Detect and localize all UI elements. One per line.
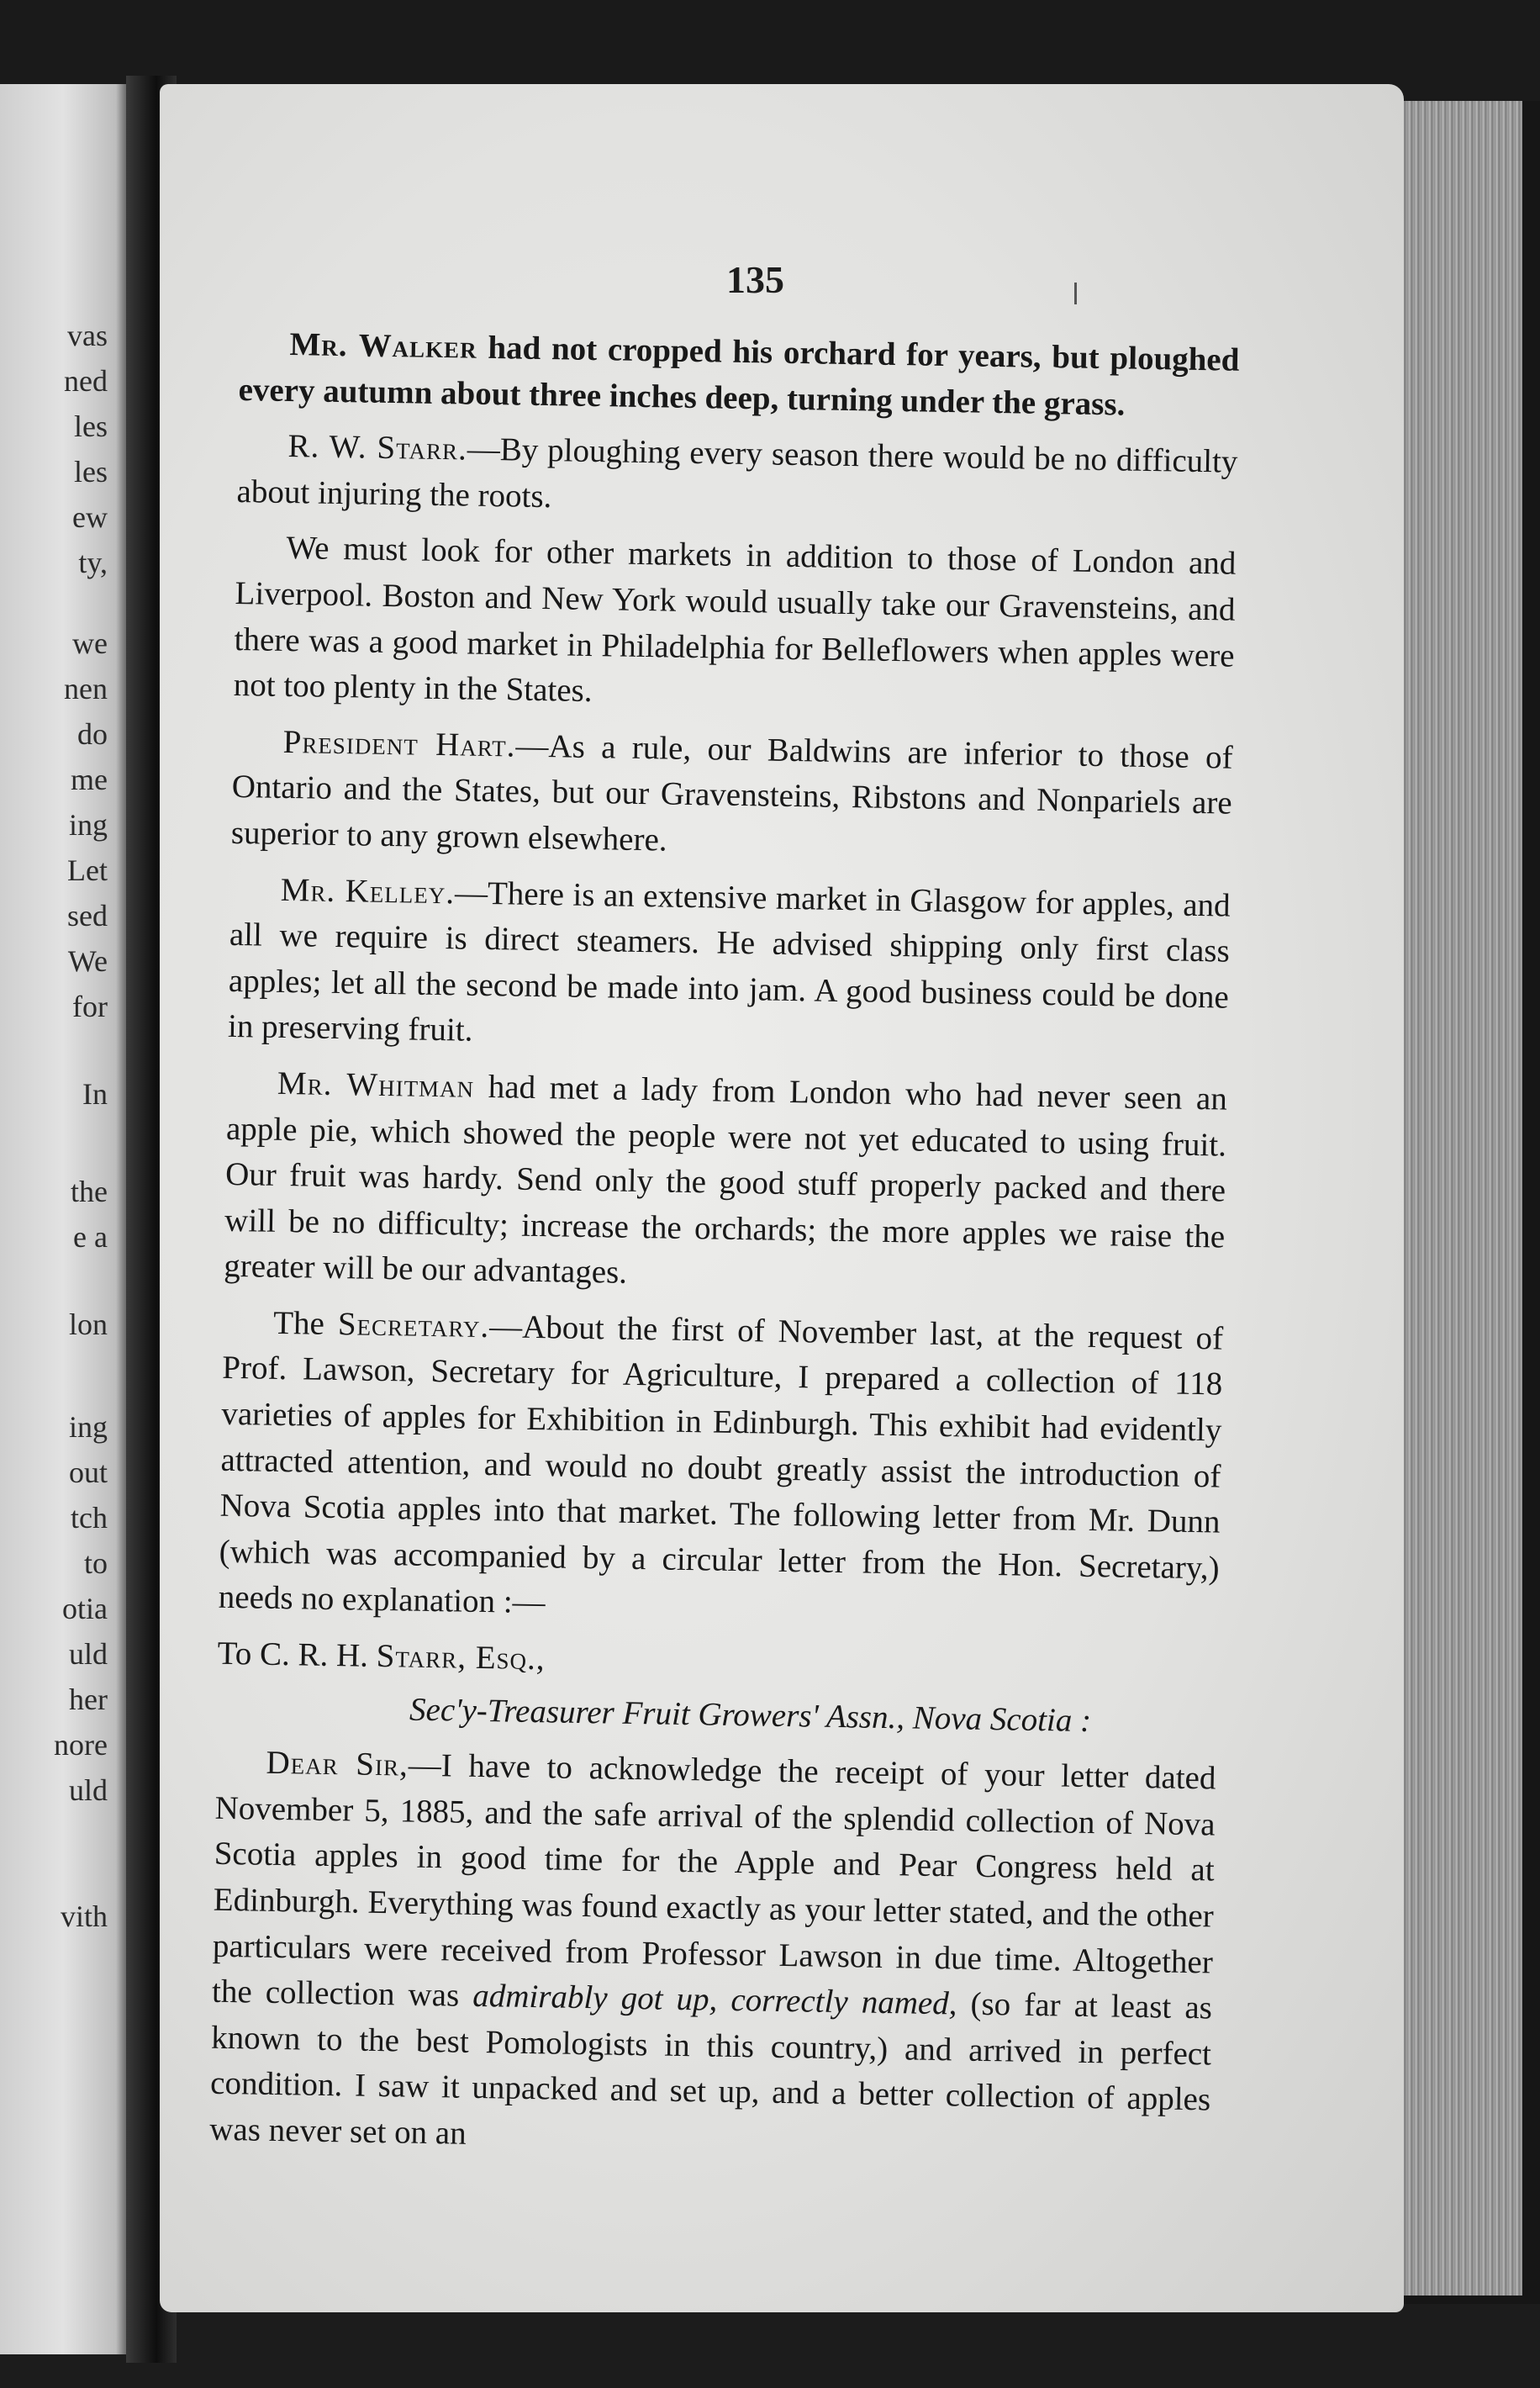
paragraph-secretary [218,1300,1223,1638]
speaker-prefix: The [272,1304,339,1342]
previous-page-text-fragment: ing [68,1410,108,1444]
previous-page-text-fragment: otia [62,1592,108,1625]
paragraph-walker [238,321,1240,430]
previous-page-text-fragment: the [71,1175,108,1208]
previous-page-text-fragment: me [71,763,108,796]
address-to: To C. R. H. [217,1635,377,1674]
letter-address [217,1631,1218,1693]
previous-page-text-fragment: tch [71,1501,108,1535]
previous-page-text-fragment: nore [54,1728,108,1762]
previous-page-text-fragment: les [74,455,108,489]
letter-salutation: Dear Sir, [266,1744,409,1783]
previous-page-text-fragment: ew [72,500,108,534]
previous-page-text-fragment: out [68,1456,108,1489]
paragraph-whitman [224,1060,1227,1307]
paragraph-text: —By ploughing every season there would be no difficulty about injuring the roots. [236,431,1238,515]
previous-page-text-fragment: uld [68,1773,108,1807]
paragraph-kelley [228,866,1231,1066]
previous-page-text-fragment: for [72,990,108,1023]
previous-page-text-fragment: lon [68,1308,108,1341]
previous-page-text-fragment: do [77,717,108,751]
previous-page-text-fragment: ing [68,808,108,842]
previous-page-text-fragment: In [82,1077,108,1111]
previous-page-text-fragment: her [69,1683,108,1716]
paragraph-hart [230,719,1233,873]
previous-page-text-fragment: vas [67,319,108,352]
paragraph-markets [233,525,1236,725]
speaker-name: Secretary. [337,1305,490,1345]
letter-text: —I have to acknowledge the receipt of your letter dated November 5, 1885, and the safe arrival of the splendid collection of Nova Scotia apples in good time for the Apple and Pear Congress held at Edinburgh. Everything was found exactly as your letter stated, and the other particulars were received from Professor Lawson in due time. Altogether the collection was [211,1746,1216,2015]
previous-page-text-fragment: sed [67,899,108,932]
previous-page-text-fragment: we [72,626,108,660]
page-block-edges [1395,101,1522,2296]
speaker-name: President Hart. [282,723,516,764]
page-number: 135 [726,258,784,301]
paragraph-text: had not cropped his orchard for years, but ploughed every autumn about three inches deep, turning under the grass. [238,329,1240,423]
address-name: Starr, Esq., [376,1637,546,1677]
previous-page-text-fragment: uld [68,1637,108,1671]
previous-page-text-fragment: ty, [78,546,108,579]
previous-page-text-fragment: e a [73,1220,108,1254]
paragraph-starr [236,423,1238,531]
letter-text-continued: (so far at least as known to the best Pomologists in this country,) and arrived in perfect condition. I saw it unpacked and set up, and a better collection of apples was never set on an [208,1985,1213,2152]
paragraph-text: —There is an extensive market in Glasgow for apples, and all we require is direct steamers. He advised shipping only first class apples; let all the second be made into jam. A good business could be done in preserving fruit. [227,874,1231,1049]
previous-page-text-fragment: ned [64,364,108,398]
previous-page-text-fragment: to [83,1546,108,1580]
previous-page-edge [0,84,126,2354]
previous-page-text-fragment: We [67,944,108,978]
ink-mark [1074,283,1077,304]
letter-address-title: Sec'y-Treasurer Fruit Growers' Assn., Nova Scotia : [409,1691,1092,1739]
letter-body [209,1740,1216,2169]
paragraph-text: We must look for other markets in addition to those of London and Liverpool. Boston and New York would usually take our Gravensteins, and there was a good market in Philadelphia for Belleflowers when apples were not too plenty in the States. [233,530,1237,710]
speaker-name: Mr. Walker [289,325,478,366]
previous-page-text-fragment: vith [60,1899,108,1933]
speaker-name: Mr. Whitman [277,1065,475,1105]
previous-page-text-fragment: les [74,409,108,443]
paragraph-text: had met a lady from London who had never seen an apple pie, which showed the people were not yet educated to using fruit. Our fruit was hardy. Send only the good stuff properly packed and there will be no difficulty; increase the orchards; the more apples we raise the greater will be our advantages. [224,1068,1228,1292]
paragraph-text: —About the first of November last, at the request of Prof. Lawson, Secretary for Agriculture, I prepared a collection of 118 varieties of apples for Exhibition in Edinburgh. This exhibit had evidently attracted attention, and would no doubt greatly assist the introduction of Nova Scotia apples into that market. The following letter from Mr. Dunn (which was accompanied by a circular letter from the Hon. Secretary,) needs no explanation :— [218,1308,1224,1621]
speaker-name: Mr. Kelley. [280,871,456,911]
photo-bottom-border [0,2304,1540,2388]
previous-page-text-fragment: Let [67,853,108,887]
paragraph-text: —As a rule, our Baldwins are inferior to those of Ontario and the States, but our Gravensteins, Ribstons and Nonpariels are superior to any grown elsewhere. [230,727,1233,859]
previous-page-text-fragment: nen [64,672,108,705]
letter-italic-text: admirably got up, correctly named, [472,1978,957,2022]
speaker-name: R. W. Starr. [287,428,468,468]
page-body [209,321,1240,2179]
